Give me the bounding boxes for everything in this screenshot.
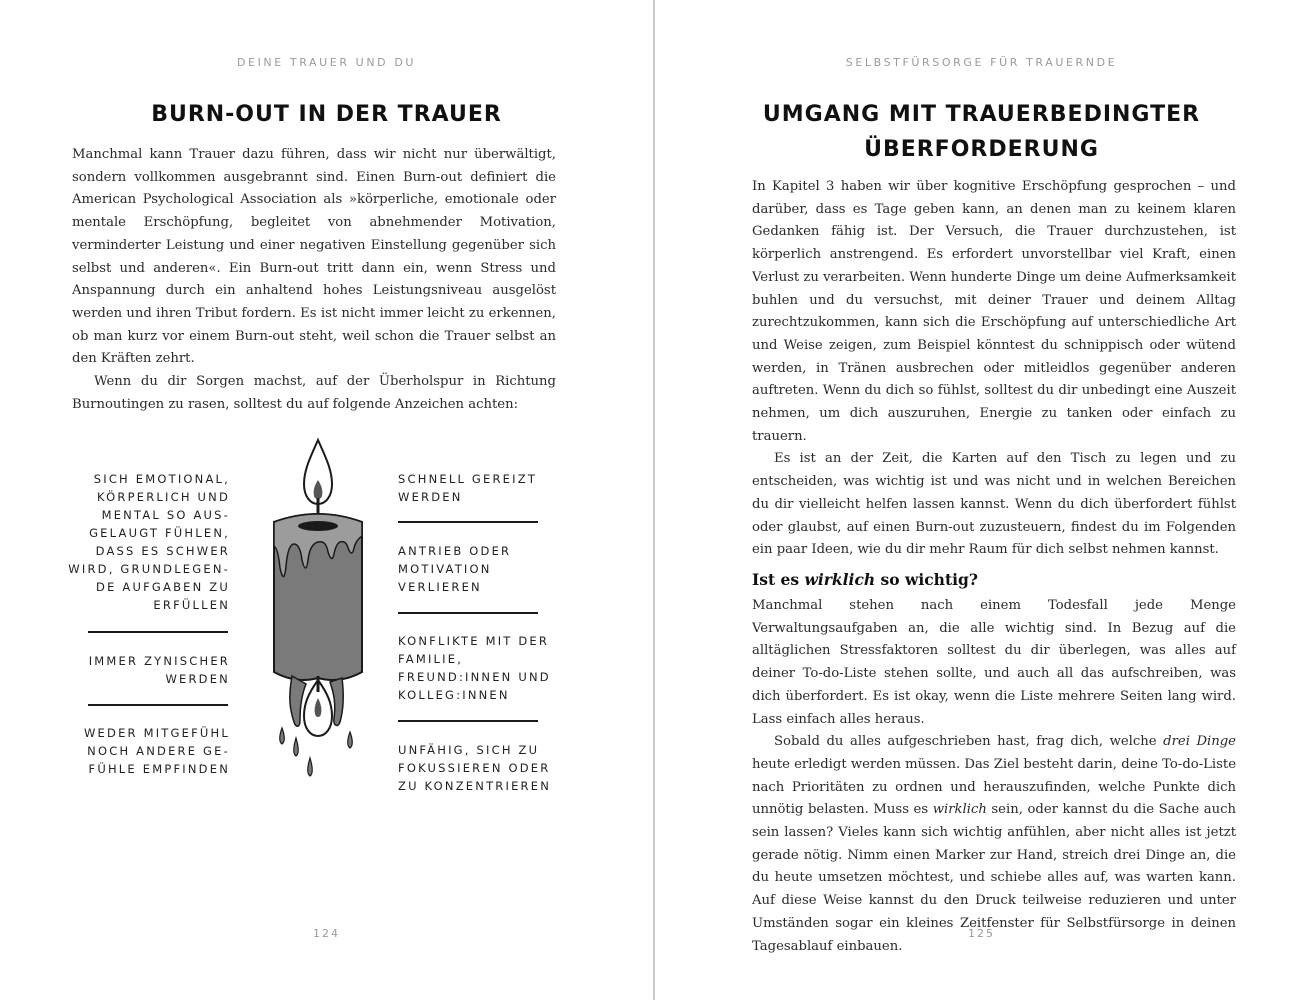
page-title-right-line2: ÜBERFORDERUNG <box>864 137 1099 162</box>
right-page <box>655 0 1308 1000</box>
wax-drop-icon <box>280 728 285 744</box>
paragraph: Wenn du dir Sorgen machst, auf der Überholspur in Richtung Burnoutingen zu rasen, solltest du auf folgende Anzeichen achten: <box>72 374 556 412</box>
paragraph: Sobald du alles aufgeschrieben hast, frag dich, welche drei Dinge heute erledigt werden müssen. Das Ziel besteht darin, deine To-do-Liste nach Prioritäten zu ordnen und herauszufinden, welche Punkte dich unnötig belasten. Muss es wirklich sein, oder kannst du die Sache auch sein lassen? Vieles kann sich wichtig anfühlen, aber nicht alles ist jetzt gerade nötig. Nimm einen Marker zur Hand, streich drei Dinge an, die du heute umsetzen möchtest, und schiebe alles auf, was warten kann. Auf diese Weise kannst du den Druck teilweise reduzieren und unter Umständen sogar ein kleines Zeitfenster für Selbstfürsorge in deinen Tagesablauf einbauen. <box>752 734 1236 954</box>
paragraph: In Kapitel 3 haben wir über kognitive Erschöpfung gesprochen – und darüber, dass es Tage geben kann, an denen man zu keinem klaren Gedanken fähig ist. Der Versuch, die Trauer durchzustehen, ist körperlich anstrengend. Es erfordert unvorstellbar viel Kraft, einen Verlust zu verarbeiten. Wenn hunderte Dinge um deine Aufmerksamkeit buhlen und du versuchst, mit deiner Trauer und deinem Alltag zurechtzukommen, kann sich die Erschöpfung auf unterschiedliche Art und Weise zeigen, zum Beispiel könntest du schnippisch oder wütend werden, in Tränen ausbrechen oder mitleidlos gegenüber anderen auftreten. Wenn du dich so fühlst, solltest du dir unbedingt eine Auszeit nehmen, um dich auszuruhen, Energie zu tanken oder einfach zu trauern. <box>752 179 1236 444</box>
body-text-left <box>72 144 556 416</box>
candle-illustration <box>262 436 374 786</box>
section-text <box>752 595 1236 958</box>
body-text-right <box>752 176 1236 562</box>
section-heading: Ist es wirklich so wichtig? <box>752 570 978 589</box>
left-page <box>0 0 653 1000</box>
page-title-left: BURN-OUT IN DER TRAUER <box>151 102 502 127</box>
divider <box>88 631 228 633</box>
paragraph: Manchmal stehen nach einem Todesfall jede Menge Verwaltungsaufgaben an, die alle wichtig sind. In Bezug auf die alltäglichen Stressfaktoren solltest du dir überlegen, was alles auf deiner To-do-Liste stehen sollte, und auch all das aufschreiben, was dich überfordert. Es ist okay, wenn die Liste mehrere Seiten lang wird. Lass einfach alles heraus. <box>752 598 1236 727</box>
divider <box>398 720 538 722</box>
page-number-left: 124 <box>313 927 340 940</box>
symptom-conflicts: KONFLIKTE MIT DER FAMILIE, FREUND:INNEN UND KOLLEG:INNEN <box>398 634 551 702</box>
wax-drop-icon <box>294 738 299 756</box>
paragraph: Manchmal kann Trauer dazu führen, dass wir nicht nur überwältigt, sondern vollkommen ausgebrannt sind. Einen Burn-out definiert die American Psychological Association als »körperliche, emotionale oder mentale Erschöpfung, begleitet von abnehmender Motivation, verminderter Leistung und einer negativen Einstellung gegenüber sich selbst und anderen«. Ein Burn-out tritt dann ein, wenn Stress und Anspannung durch ein anhaltend hohes Leistungsniveau ausgelöst werden und ihren Tribut fordern. Es ist nicht immer leicht zu erkennen, ob man kurz vor einem Burn-out steht, weil schon die Trauer selbst an den Kräften zehrt. <box>72 147 556 367</box>
symptom-cynical: IMMER ZYNISCHER WERDEN <box>88 654 230 686</box>
paragraph: Es ist an der Zeit, die Karten auf den Tisch zu legen und zu entscheiden, was wichtig ist und was nicht und in welchen Bereichen du dir vielleicht helfen lassen kannst. Wenn du dich überfordert fühlst oder glaubst, auf einen Burn-out zuzusteuern, findest du im Folgenden ein paar Ideen, wie du dir mehr Raum für dich selbst nehmen kannst. <box>752 451 1236 558</box>
wax-pool-icon <box>298 521 338 531</box>
wax-drop-icon <box>308 758 313 776</box>
wax-drop-icon <box>348 732 353 748</box>
divider <box>398 612 538 614</box>
symptom-irritable: SCHNELL GEREIZT WERDEN <box>398 472 538 504</box>
symptom-no-empathy: WEDER MITGEFÜHL NOCH ANDERE GE-FÜHLE EMPFINDEN <box>83 726 230 776</box>
running-head-left: DEINE TRAUER UND DU <box>236 56 417 69</box>
divider <box>88 704 228 706</box>
symptom-no-motivation: ANTRIEB ODER MOTIVATION VERLIEREN <box>398 544 512 594</box>
running-head-right: SELBSTFÜRSORGE FÜR TRAUERNDE <box>845 56 1118 69</box>
page-number-right: 125 <box>968 927 995 940</box>
divider <box>398 521 538 523</box>
page-title-right-line1: UMGANG MIT TRAUERBEDINGTER <box>762 102 1201 127</box>
symptom-no-focus: UNFÄHIG, SICH ZU FOKUSSIEREN ODER ZU KONZENTRIEREN <box>398 743 551 793</box>
symptom-exhausted: SICH EMOTIONAL, KÖRPERLICH UND MENTAL SO AUS-GELAUGT FÜHLEN, DASS ES SCHWER WIRD, GRUNDLEGEN-DE AUFGABEN ZU ERFÜLLEN <box>68 472 230 612</box>
